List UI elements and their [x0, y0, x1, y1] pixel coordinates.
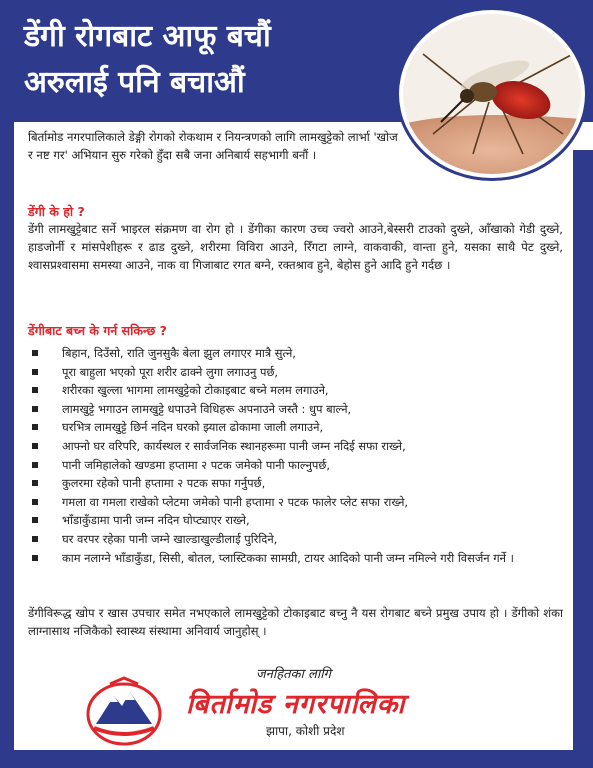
- list-item-text: पानी जमिहालेको खण्डमा हप्तामा २ पटक जमेको पानी फाल्नुपर्छ,: [62, 457, 330, 472]
- title-line-1: डेंगी रोगबाट आफू बचौं: [24, 19, 271, 54]
- bullet-icon: [32, 517, 38, 523]
- bullet-icon: [32, 350, 38, 356]
- bullet-icon: [32, 443, 38, 449]
- bullet-icon: [32, 480, 38, 486]
- list-item-text: भाँडाकुँडामा पानी जम्न नदिन घोप्ट्याएर राख्ने,: [62, 513, 250, 528]
- bullet-icon: [32, 406, 38, 412]
- list-item-text: गमला वा गमला राखेको प्लेटमा जमेको पानी हप्तामा २ पटक फालेर प्लेट सफा राख्ने,: [62, 494, 409, 509]
- list-item: [28, 474, 563, 493]
- list-item-text: लामखुट्टे भगाउन लामखुट्टे धपाउने विधिहरू अपनाउने जस्तै : धुप बाल्ने,: [62, 401, 352, 416]
- bullet-icon: [32, 462, 38, 468]
- list-item: [28, 344, 563, 363]
- list-item-text: घर वरपर रहेका पानी जम्ने खाल्डाखुल्डीलाई पुरिदिने,: [62, 531, 278, 546]
- list-item: [28, 456, 563, 475]
- what-is-heading: डेंगी के हो ?: [28, 204, 85, 219]
- municipality-emblem: [84, 676, 164, 748]
- municipality-name: बिर्तामोड नगरपालिका: [186, 689, 406, 720]
- right-border: [573, 150, 593, 750]
- list-item: [28, 400, 563, 419]
- bullet-icon: [32, 387, 38, 393]
- list-item: [28, 549, 563, 568]
- list-item-text: कुलरमा रहेको पानी हप्तामा २ पटक सफा गर्नुपर्छ,: [62, 476, 266, 491]
- list-item-text: काम नलाग्ने भाँडाकुँडा, सिसी, बोतल, प्लास्टिकका सामग्री, टायर आदिको पानी जम्न नमिल्ने गरी विसर्जन गर्ने ।: [62, 550, 514, 565]
- bullet-icon: [32, 536, 38, 542]
- list-item: [28, 493, 563, 512]
- footer-tagline: जनहितका लागि: [256, 667, 331, 682]
- title-line-2: अरुलाई पनि बचाऔं: [24, 65, 245, 100]
- closing-paragraph: डेंगीविरूद्ध खोप र खास उपचार समेत नभएकाले लामखुट्टेको टोकाइबाट बच्नु नै यस रोगबाट बच्ने प्रमुख उपाय हो । डेंगीको शंका लाग्नासाथ नजिकैको स्वास्थ्य संस्थामा अनिवार्य जानुहोस् ।: [28, 606, 563, 638]
- list-item: [28, 363, 563, 382]
- list-item-text: पूरा बाहुला भएको पूरा शरीर ढाक्ने लुगा लगाउनु पर्छ,: [62, 364, 279, 379]
- prevention-heading: डेंगीबाट बच्न के गर्न सकिन्छ ?: [28, 323, 167, 338]
- list-item: [28, 530, 563, 549]
- list-item: [28, 437, 563, 456]
- bullet-icon: [32, 424, 38, 430]
- left-border: [0, 122, 14, 750]
- bullet-icon: [32, 369, 38, 375]
- list-item: [28, 381, 563, 400]
- bullet-icon: [32, 499, 38, 505]
- what-is-paragraph: डेंगी लामखुट्टेबाट सर्ने भाइरल संक्रमण वा रोग हो । डेंगीका कारण उच्च ज्वरो आउने,बेस्सरी टाउको दुख्ने, आँखाको गेडी दुख्ने, हाडजोर्नी र मांसपेशीहरू र ढाड दुख्ने, शरीरमा विविरा आउने, रिँगटा लाग्ने, वाकवाकी, वान्ता हुने, यसका साथै पेट दुख्ने, श्वासप्रश्वासमा समस्या आउने, नाक वा गिजाबाट रगत बग्ने, रक्तश्राव हुने, बेहोस हुने आदि हुने गर्दछ ।: [28, 222, 563, 272]
- bottom-border: [0, 750, 593, 768]
- list-item-text: घरभित्र लामखुट्टे छिर्न नदिन घरको झ्याल ढोकामा जाली लगाउने,: [62, 420, 324, 435]
- intro-paragraph: बिर्तामोड नगरपालिकाले डेङ्गी रोगको रोकथाम र नियन्त्रणको लागि लामखुट्टेको लार्भा 'खोज र नष्ट गर' अभियान सुरु गरेको हुँदा सबै जना अनिबार्य सहभागी बनौं ।: [28, 130, 398, 162]
- list-item: [28, 511, 563, 530]
- list-item: [28, 418, 563, 437]
- list-item-text: बिहान, दिउँसो, राति जुनसुकै बेला झुल लगाएर मात्रै सुत्ने,: [62, 346, 296, 360]
- prevention-list: [28, 344, 563, 567]
- list-item-text: आफ्नो घर वरिपरि, कार्यस्थल र सार्वजनिक स्थानहरूमा पानी जम्न नदिई सफा राख्ने,: [62, 438, 406, 453]
- mosquito-image: [399, 10, 585, 178]
- bullet-icon: [32, 555, 38, 561]
- footer-location: झापा, कोशी प्रदेश: [266, 724, 345, 738]
- list-item-text: शरीरका खुल्ला भागमा लामखुट्टेको टोकाइबाट बच्ने मलम लगाउने,: [62, 383, 329, 398]
